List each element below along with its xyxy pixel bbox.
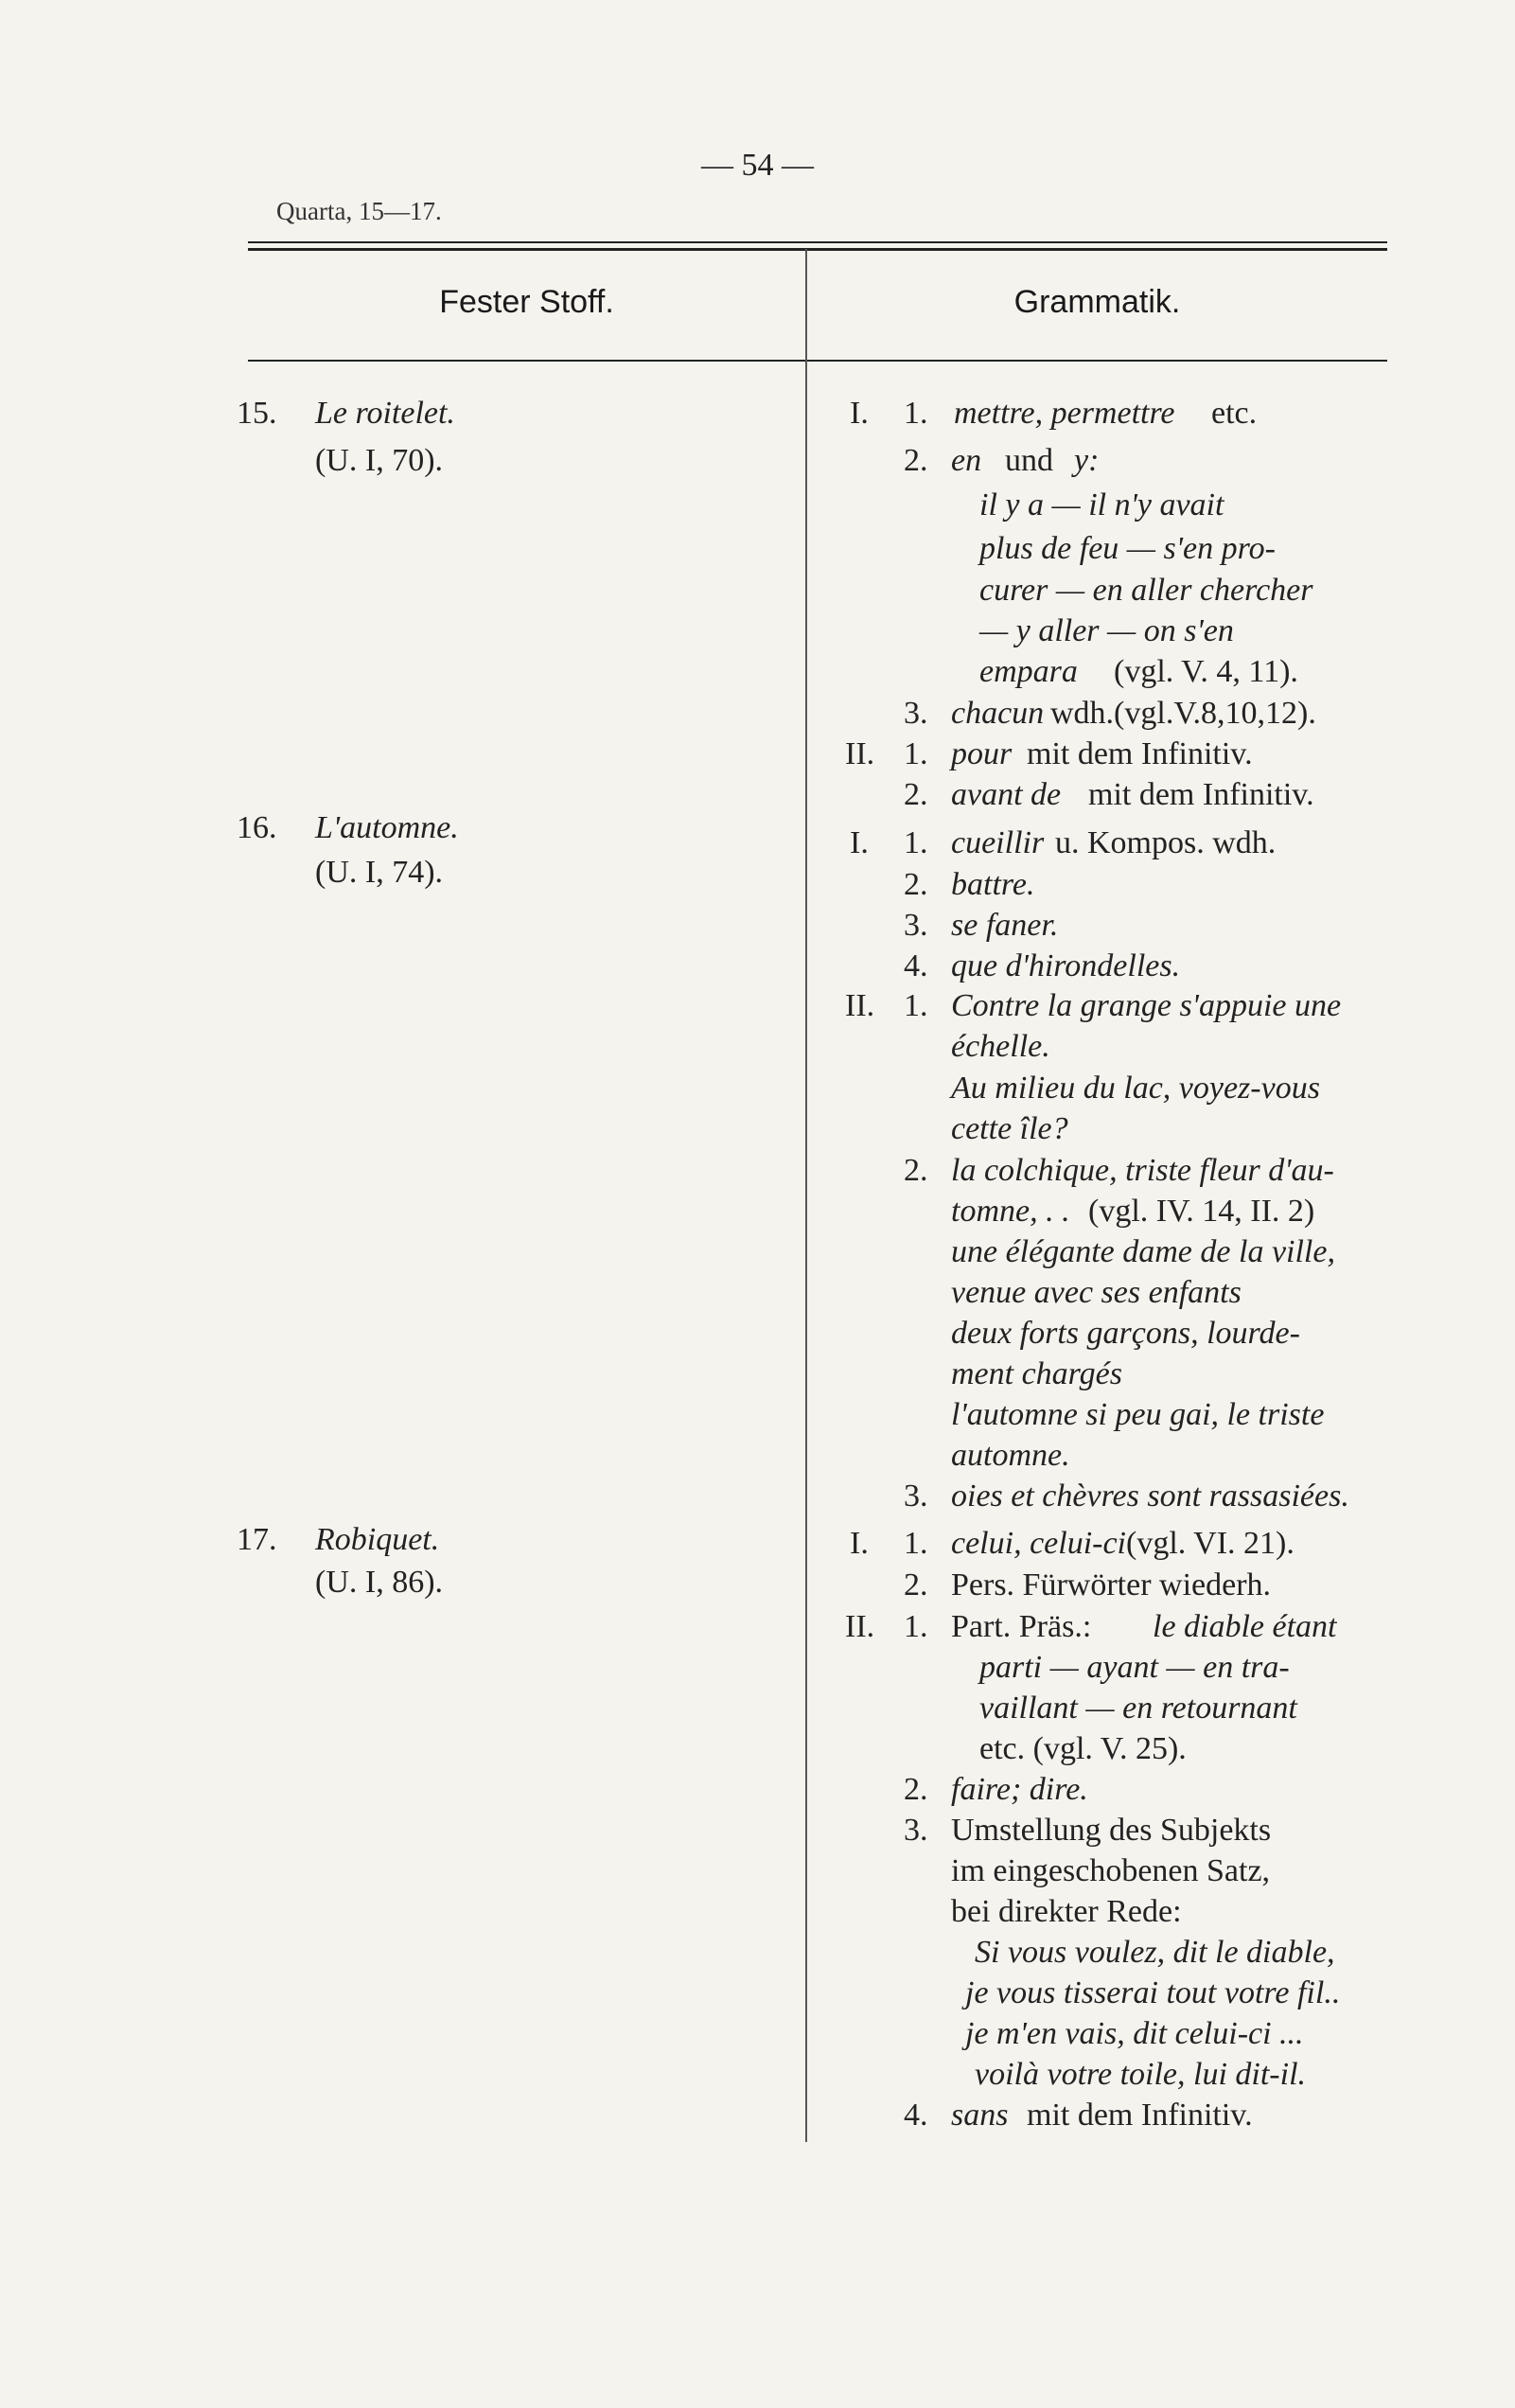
grammar-line: 1. [904, 396, 928, 431]
grammar-line: wdh.(vgl.V.8,10,12). [1050, 696, 1316, 731]
grammar-line: que d'hirondelles. [951, 948, 1181, 983]
grammar-line: 3. [904, 1813, 928, 1848]
grammar-line: la colchique, triste fleur d'au- [951, 1153, 1334, 1188]
grammar-line: 2. [904, 1772, 928, 1807]
grammar-line: — y aller — on s'en [979, 613, 1234, 648]
grammar-line: 2. [904, 1567, 928, 1602]
grammar-line: Umstellung des Subjekts [951, 1813, 1272, 1848]
grammar-line: sans [951, 2098, 1009, 2133]
grammar-line: cette île? [951, 1111, 1068, 1146]
grammar-line: 1. [904, 825, 928, 860]
grammar-line: u. Kompos. wdh. [1055, 825, 1277, 860]
entry-number: 17. [237, 1522, 277, 1557]
grammar-line: 1. [904, 988, 928, 1023]
grammar-line: venue avec ses enfants [951, 1275, 1242, 1310]
page-number: — 54 — [701, 148, 814, 183]
grammar-line: etc. (vgl. V. 25). [979, 1731, 1187, 1766]
grammar-line: Au milieu du lac, voyez-vous [951, 1071, 1320, 1106]
grammar-line: Pers. Fürwörter wiederh. [951, 1567, 1272, 1602]
grammar-line: voilà votre toile, lui dit-il. [975, 2057, 1307, 2092]
entry-number: 16. [237, 810, 277, 845]
grammar-line: Contre la grange s'appuie une [951, 988, 1342, 1023]
grammar-line: une élégante dame de la ville, [951, 1234, 1335, 1269]
entry-reference: (U. I, 70). [315, 443, 444, 478]
grammar-line: pour [951, 736, 1013, 771]
grammar-line: plus de feu — s'en pro- [979, 531, 1276, 566]
column-header-fester-stoff: Fester Stoff. [439, 284, 614, 320]
grammar-line: chacun [951, 696, 1045, 731]
entry-title: L'automne. [315, 810, 459, 845]
grammar-line: deux forts garçons, lourde- [951, 1316, 1300, 1351]
grammar-line: celui, celui-ci [951, 1526, 1127, 1561]
grammar-line: 2. [904, 777, 928, 812]
grammar-line: bei direkter Rede: [951, 1894, 1182, 1929]
grammar-line: curer — en aller chercher [979, 573, 1313, 608]
grammar-line: I. [850, 1526, 869, 1561]
grammar-line: 4. [904, 948, 928, 983]
grammar-line: mit dem Infinitiv. [1088, 777, 1314, 812]
grammar-line: 2. [904, 867, 928, 902]
grammar-line: je m'en vais, dit celui-ci ... [965, 2016, 1304, 2051]
grammar-line: oies et chèvres sont rassasiées. [951, 1478, 1349, 1514]
grammar-line: 2. [904, 443, 928, 478]
grammar-line: II. [845, 1609, 875, 1644]
grammar-line: etc. [1211, 396, 1258, 431]
grammar-line: 1. [904, 1609, 928, 1644]
column-header-grammatik: Grammatik. [1013, 284, 1181, 320]
grammar-line: Part. Präs.: [951, 1609, 1092, 1644]
grammar-line: cueillir [951, 825, 1045, 860]
grammar-line: avant de [951, 777, 1062, 812]
grammar-line: ment chargés [951, 1356, 1122, 1391]
grammar-line: 1. [904, 736, 928, 771]
grammar-line: I. [850, 396, 869, 431]
entry-reference: (U. I, 74). [315, 855, 444, 890]
entry-title: Robiquet. [315, 1522, 440, 1557]
grammar-line: II. [845, 988, 875, 1023]
top-rule [248, 241, 1387, 243]
grammar-line: l'automne si peu gai, le triste [951, 1397, 1325, 1432]
running-head: Quarta, 15—17. [276, 197, 442, 225]
grammar-line: automne. [951, 1438, 1070, 1473]
grammar-line: battre. [951, 867, 1035, 902]
grammar-line: im eingeschobenen Satz, [951, 1853, 1271, 1888]
grammar-line: (vgl. VI. 21). [1126, 1526, 1295, 1561]
grammar-line: Si vous voulez, dit le diable, [975, 1935, 1335, 1970]
grammar-line: 3. [904, 908, 928, 943]
grammar-line: II. [845, 736, 875, 771]
grammar-line: je vous tisserai tout votre fil.. [965, 1975, 1341, 2010]
grammar-line: 3. [904, 1478, 928, 1514]
grammar-line: mit dem Infinitiv. [1027, 2098, 1253, 2133]
grammar-line: vaillant — en retournant [979, 1691, 1297, 1726]
grammar-line: (vgl. V. 4, 11). [1114, 654, 1298, 689]
grammar-line: 4. [904, 2098, 928, 2133]
grammar-line: I. [850, 825, 869, 860]
grammar-line: mettre, permettre [954, 396, 1175, 431]
grammar-line: 3. [904, 696, 928, 731]
grammar-line: il y a — il n'y avait [979, 487, 1224, 522]
grammar-line: empara [979, 654, 1078, 689]
grammar-line: échelle. [951, 1029, 1050, 1064]
entry-reference: (U. I, 86). [315, 1565, 444, 1600]
entry-number: 15. [237, 396, 277, 431]
grammar-line: le diable étant [1153, 1609, 1337, 1644]
header-rule [248, 360, 1387, 362]
grammar-line: 2. [904, 1153, 928, 1188]
grammar-line: se faner. [951, 908, 1059, 943]
grammar-line: und [1005, 443, 1053, 478]
column-divider [805, 249, 807, 2142]
grammar-line: y: [1074, 443, 1100, 478]
grammar-line: mit dem Infinitiv. [1027, 736, 1253, 771]
grammar-line: tomne, . . [951, 1194, 1070, 1229]
entry-title: Le roitelet. [315, 396, 455, 431]
grammar-line: 1. [904, 1526, 928, 1561]
grammar-line: en [951, 443, 982, 478]
grammar-line: (vgl. IV. 14, II. 2) [1088, 1194, 1315, 1229]
grammar-line: faire; dire. [951, 1772, 1088, 1807]
top-rule-double [248, 248, 1387, 251]
grammar-line: parti — ayant — en tra- [979, 1650, 1290, 1685]
